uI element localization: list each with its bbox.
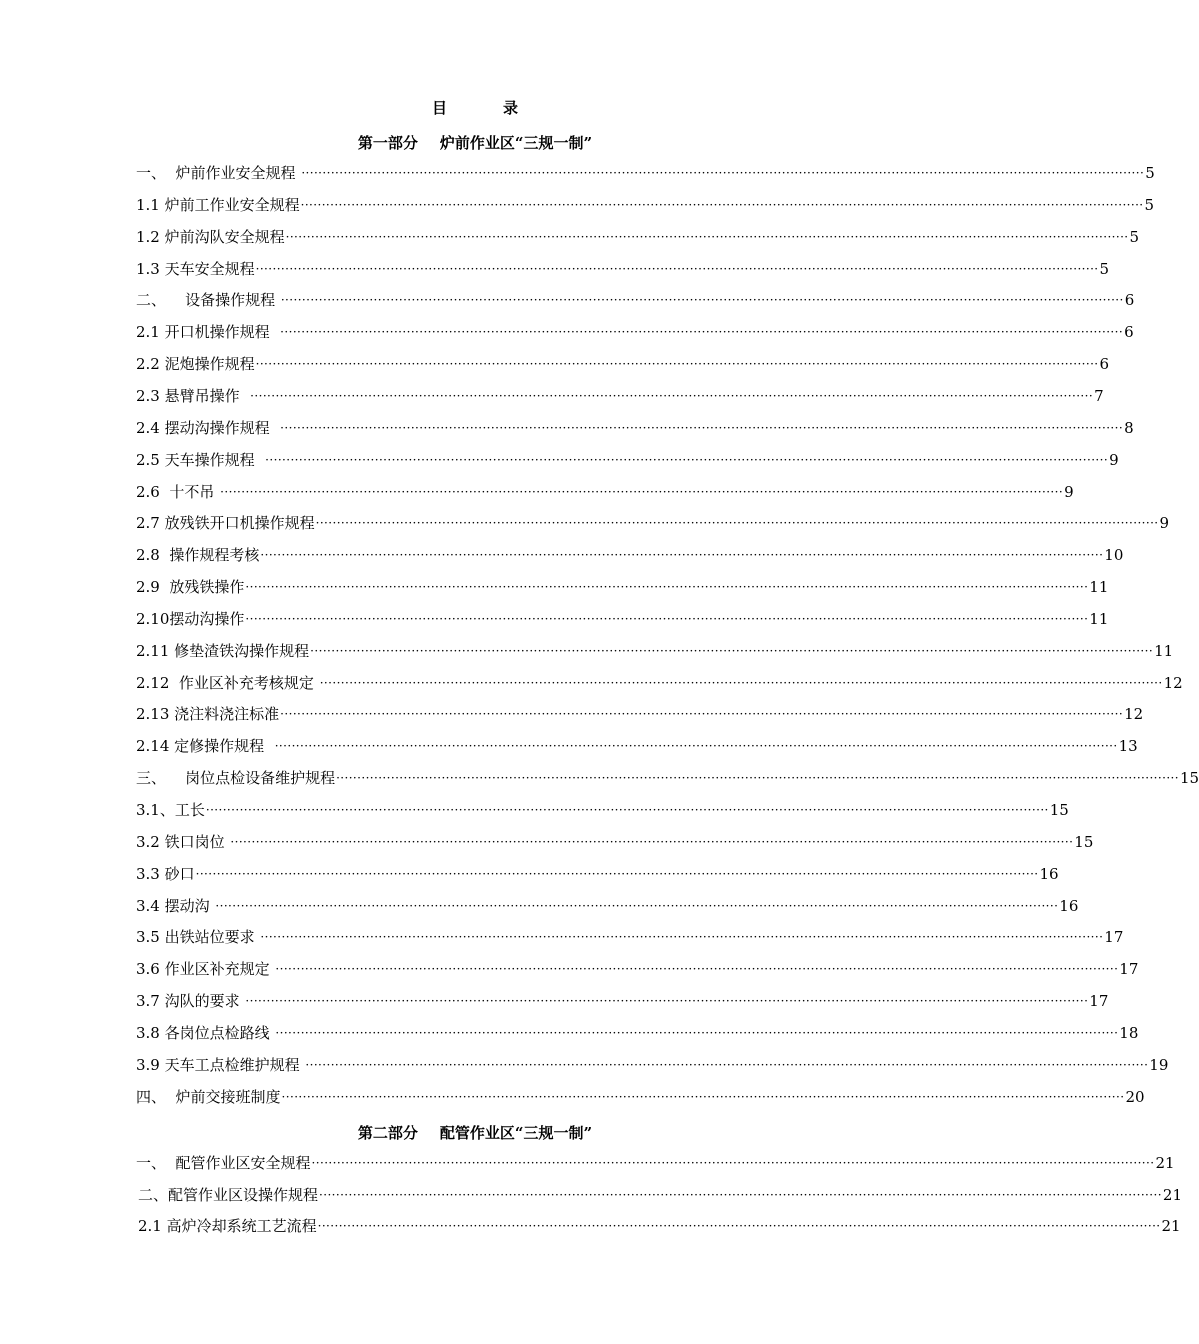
toc-leader-dots: ········································································································································································································ — [280, 707, 1124, 722]
toc-entry[interactable] — [138, 1184, 1182, 1206]
toc-entry-page-number: 15 — [1049, 801, 1069, 819]
toc-entry[interactable] — [136, 1054, 1169, 1076]
toc-entry-label: 2.6 十不吊 — [136, 482, 220, 501]
toc-entry-label: 2.12 作业区补充考核规定 — [136, 673, 319, 692]
toc-entry-label: 一、 炉前作业安全规程 — [136, 164, 301, 182]
toc-entry[interactable] — [136, 289, 1135, 311]
toc-leader-dots: ········································································································································································································ — [305, 1057, 1149, 1072]
toc-entry[interactable] — [136, 863, 1059, 885]
toc-leader-dots: ········································································································································································································ — [315, 516, 1159, 531]
toc-entry-page-number: 16 — [1059, 896, 1079, 915]
toc-leader-dots: ········································································································································································································ — [275, 1025, 1119, 1040]
toc-entry-label: 二、配管作业区设操作规程 — [138, 1185, 319, 1204]
toc-entry-label: 2.8 操作规程考核 — [136, 546, 260, 565]
toc-entry[interactable] — [136, 417, 1134, 439]
toc-entry-label: 一、 配管作业区安全规程 — [136, 1154, 311, 1172]
toc-entry[interactable] — [136, 512, 1170, 534]
toc-entry[interactable] — [136, 321, 1134, 343]
toc-entry[interactable] — [136, 895, 1079, 917]
toc-entry[interactable] — [136, 1086, 1145, 1108]
toc-entry-page-number: 17 — [1089, 992, 1109, 1011]
toc-entry-page-number: 12 — [1124, 705, 1144, 724]
toc-entry-page-number: 6 — [1124, 291, 1135, 310]
toc-title-left: 目 — [431, 99, 447, 117]
toc-entry[interactable] — [138, 1215, 1181, 1237]
toc-entry-page-number: 18 — [1119, 1023, 1139, 1042]
part2-label: 第二部分 — [357, 1124, 418, 1142]
toc-leader-dots: ········································································································································································································ — [195, 866, 1039, 881]
toc-entry-label: 2.10摆动沟操作 — [136, 609, 245, 628]
toc-entry-page-number: 11 — [1089, 578, 1109, 597]
toc-entry-label: 2.1 高炉冷却系统工艺流程 — [138, 1217, 317, 1235]
toc-entry[interactable] — [136, 767, 1199, 789]
part1-heading — [0, 132, 950, 153]
toc-leader-dots: ········································································································································································································ — [205, 803, 1049, 817]
toc-entry-page-number: 20 — [1125, 1087, 1145, 1106]
toc-leader-dots: ········································································································································································································ — [281, 1089, 1125, 1104]
toc-entry-page-number: 17 — [1104, 928, 1124, 947]
toc-leader-dots: ········································································································································································································ — [260, 930, 1104, 945]
toc-entry[interactable] — [136, 799, 1069, 821]
toc-leader-dots: ········································································································································································································ — [300, 197, 1144, 212]
toc-leader-dots: ········································································································································································································ — [319, 675, 1163, 690]
toc-leader-dots: ········································································································································································································ — [317, 1219, 1161, 1233]
toc-entry-label: 2.11 修垫渣铁沟操作规程 — [136, 641, 310, 660]
toc-leader-dots: ········································································································································································································ — [255, 261, 1099, 276]
toc-leader-dots: ········································································································································································································ — [220, 484, 1064, 499]
toc-entry-label: 3.2 铁口岗位 — [136, 832, 230, 851]
toc-entry-label: 2.1 开口机操作规程 — [136, 323, 280, 342]
toc-entry-label: 3.6 作业区补充规定 — [136, 960, 275, 979]
part2-name: 配管作业区“三规一制” — [439, 1124, 593, 1142]
toc-leader-dots: ········································································································································································································ — [255, 357, 1099, 372]
toc-entry-label: 2.14 定修操作规程 — [136, 737, 274, 756]
toc-entry-label: 2.9 放残铁操作 — [136, 578, 245, 597]
toc-entry[interactable] — [136, 1022, 1139, 1044]
toc-entry-page-number: 21 — [1155, 1154, 1175, 1172]
toc-entry-label: 3.4 摆动沟 — [136, 896, 215, 915]
toc-entry-label: 3.5 出铁站位要求 — [136, 928, 260, 947]
toc-entry[interactable] — [136, 258, 1110, 280]
toc-leader-dots: ········································································································································································································ — [301, 166, 1145, 180]
toc-entry-page-number: 15 — [1074, 832, 1094, 851]
toc-entry[interactable] — [136, 958, 1139, 980]
part1-label: 第一部分 — [357, 134, 418, 152]
toc-entry-page-number: 21 — [1162, 1185, 1182, 1204]
toc-entry-label: 三、 岗位点检设备维护规程 — [136, 769, 336, 788]
toc-entry[interactable] — [136, 576, 1109, 598]
toc-entry-label: 四、 炉前交接班制度 — [136, 1087, 281, 1106]
toc-entry-label: 2.7 放残铁开口机操作规程 — [136, 514, 315, 533]
toc-leader-dots: ········································································································································································································ — [280, 325, 1124, 340]
toc-entry-page-number: 13 — [1118, 737, 1138, 756]
toc-entry-page-number: 5 — [1099, 259, 1110, 278]
toc-leader-dots: ········································································································································································································ — [230, 834, 1074, 849]
toc-entry[interactable] — [136, 449, 1119, 471]
toc-entry-page-number: 5 — [1145, 164, 1155, 182]
toc-entry-label: 3.3 砂口 — [136, 864, 195, 883]
toc-entry[interactable] — [136, 608, 1109, 630]
toc-leader-dots: ········································································································································································································ — [311, 1156, 1155, 1170]
toc-entry-page-number: 17 — [1119, 960, 1139, 979]
toc-entry-page-number: 12 — [1163, 673, 1183, 692]
toc-entry-label: 1.2 炉前沟队安全规程 — [136, 227, 285, 246]
toc-entry-label: 2.5 天车操作规程 — [136, 450, 265, 469]
toc-leader-dots: ········································································································································································································ — [250, 388, 1094, 403]
toc-leader-dots: ········································································································································································································ — [245, 611, 1089, 626]
toc-entry-page-number: 8 — [1124, 418, 1134, 437]
toc-entry-page-number: 6 — [1124, 323, 1134, 342]
toc-entry[interactable] — [136, 385, 1104, 407]
toc-leader-dots: ········································································································································································································ — [260, 548, 1104, 563]
toc-entry-label: 1.1 炉前工作业安全规程 — [136, 195, 300, 214]
toc-entry-label: 2.3 悬臂吊操作 — [136, 386, 250, 405]
toc-title — [0, 97, 950, 118]
toc-entry-page-number: 15 — [1179, 769, 1199, 788]
toc-entry[interactable] — [136, 1152, 1175, 1174]
toc-leader-dots: ········································································································································································································ — [275, 962, 1119, 977]
toc-entry-label: 3.1、工长 — [136, 801, 205, 819]
toc-leader-dots: ········································································································································································································ — [274, 739, 1118, 754]
part1-name: 炉前作业区“三规一制” — [439, 134, 593, 152]
toc-entry-page-number: 10 — [1104, 546, 1124, 565]
toc-entry-label: 3.9 天车工点检维护规程 — [136, 1055, 305, 1074]
toc-entry[interactable] — [136, 703, 1144, 725]
toc-entry[interactable] — [136, 194, 1155, 216]
toc-entry[interactable] — [136, 353, 1110, 375]
toc-entry-page-number: 11 — [1154, 641, 1174, 660]
toc-leader-dots: ········································································································································································································ — [310, 643, 1154, 658]
toc-entry[interactable] — [136, 226, 1140, 248]
toc-entry-page-number: 19 — [1149, 1055, 1169, 1074]
toc-entry[interactable] — [136, 162, 1155, 184]
toc-entry[interactable] — [136, 926, 1124, 948]
toc-entry-page-number: 7 — [1094, 386, 1104, 405]
part2-heading — [0, 1122, 950, 1143]
toc-entry-page-number: 16 — [1039, 864, 1059, 883]
toc-leader-dots: ········································································································································································································ — [245, 994, 1089, 1009]
toc-entry[interactable] — [136, 544, 1124, 566]
toc-leader-dots: ········································································································································································································ — [280, 293, 1124, 308]
toc-leader-dots: ········································································································································································································ — [319, 1187, 1162, 1202]
toc-entry-page-number: 9 — [1109, 450, 1119, 469]
toc-entry-label: 3.7 沟队的要求 — [136, 992, 245, 1011]
toc-entry-page-number: 5 — [1144, 195, 1155, 214]
toc-entry[interactable] — [136, 831, 1094, 853]
toc-entry-label: 二、 设备操作规程 — [136, 291, 280, 310]
toc-leader-dots: ········································································································································································································ — [245, 580, 1089, 595]
toc-leader-dots: ········································································································································································································ — [265, 452, 1109, 467]
toc-entry-page-number: 9 — [1064, 482, 1074, 501]
toc-entry-label: 1.3 天车安全规程 — [136, 259, 255, 278]
toc-entry[interactable] — [136, 640, 1174, 662]
toc-entry[interactable] — [136, 735, 1138, 757]
toc-leader-dots: ········································································································································································································ — [336, 771, 1179, 786]
toc-entry-page-number: 6 — [1099, 355, 1110, 374]
toc-entry-page-number: 9 — [1159, 514, 1170, 533]
toc-entry[interactable] — [136, 481, 1074, 503]
toc-entry-page-number: 21 — [1161, 1217, 1181, 1235]
toc-entry-label: 2.13 浇注料浇注标准 — [136, 705, 280, 724]
toc-leader-dots: ········································································································································································································ — [285, 229, 1129, 244]
toc-title-right: 录 — [503, 99, 519, 117]
toc-leader-dots: ········································································································································································································ — [215, 898, 1059, 913]
toc-entry-label: 2.4 摆动沟操作规程 — [136, 418, 280, 437]
toc-entry-label: 3.8 各岗位点检路线 — [136, 1023, 275, 1042]
toc-entry-page-number: 5 — [1129, 227, 1140, 246]
toc-entry[interactable] — [136, 672, 1183, 694]
toc-entry-page-number: 11 — [1089, 609, 1109, 628]
toc-leader-dots: ········································································································································································································ — [280, 420, 1124, 435]
toc-entry[interactable] — [136, 990, 1109, 1012]
toc-entry-label: 2.2 泥炮操作规程 — [136, 355, 255, 374]
